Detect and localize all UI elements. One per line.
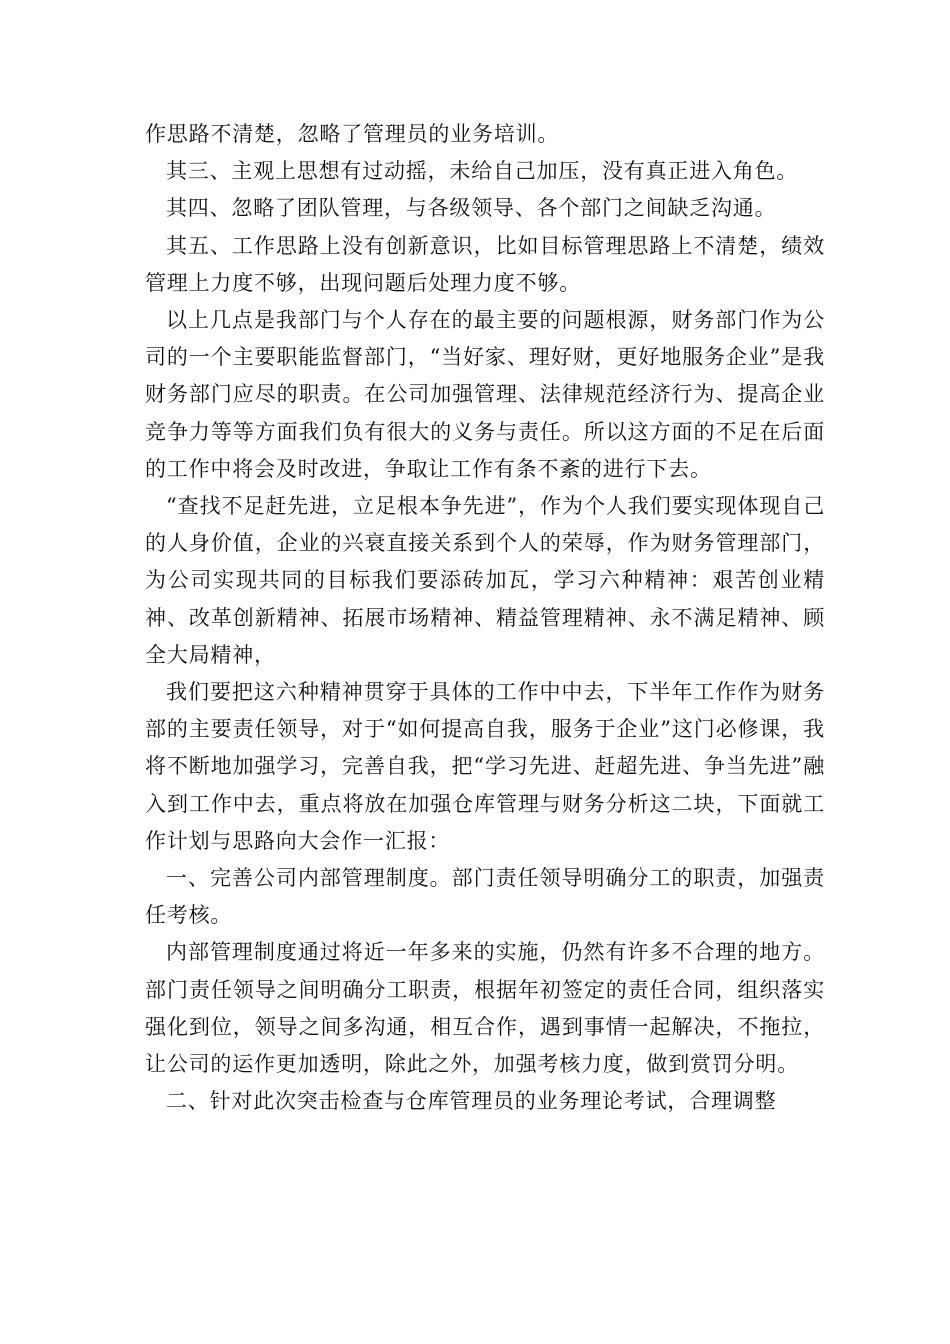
paragraph: 二、针对此次突击检查与仓库管理员的业务理论考试，合理调整 [166, 1089, 777, 1114]
paragraph: “查找不足赶先进，立足根本争先进”，作为个人我们要实现体现自己的人身价值，企业的兴衰直接关系到个人的荣辱，作为财务管理部门，为公司实现共同的目标我们要添砖加瓦，学习六种精神：艰苦创业精神、改革创新精神、拓展市场精神、精益管理精神、永不满足精神、顾全大局精神， [145, 494, 825, 667]
paragraph: 其四、忽略了团队管理，与各级领导、各个部门之间缺乏沟通。 [166, 196, 777, 221]
document-body [145, 116, 825, 1120]
paragraph: 内部管理制度通过将近一年多来的实施，仍然有许多不合理的地方。部门责任领导之间明确分工职责，根据年初签定的责任合同，组织落实强化到位，领导之间多沟通，相互合作，遇到事情一起解决，不拖拉，让公司的运作更加透明，除此之外，加强考核力度，做到赏罚分明。 [145, 940, 825, 1077]
paragraph: 其三、主观上思想有过动摇，未给自己加压，没有真正进入角色。 [166, 159, 799, 184]
paragraph-continued: 作思路不清楚，忽略了管理员的业务培训。 [145, 122, 560, 146]
paragraph: 一、完善公司内部管理制度。部门责任领导明确分工的职责，加强责任考核。 [145, 866, 825, 928]
paragraph: 其五、工作思路上没有创新意识，比如目标管理思路上不清楚，绩效管理上力度不够，出现问题后处理力度不够。 [145, 233, 825, 295]
paragraph: 以上几点是我部门与个人存在的最主要的问题根源，财务部门作为公司的一个主要职能监督部门，“当好家、理好财，更好地服务企业”是我财务部门应尽的职责。在公司加强管理、法律规范经济行为、提高企业竞争力等等方面我们负有很大的义务与责任。所以这方面的不足在后面的工作中将会及时改进，争取让工作有条不紊的进行下去。 [145, 308, 825, 481]
paragraph: 我们要把这六种精神贯穿于具体的工作中中去，下半年工作作为财务部的主要责任领导，对于“如何提高自我，服务于企业”这门必修课，我将不断地加强学习，完善自我，把“学习先进、赶超先进、争当先进”融入到工作中去，重点将放在加强仓库管理与财务分析这二块，下面就工作计划与思路向大会作一汇报： [145, 680, 825, 853]
